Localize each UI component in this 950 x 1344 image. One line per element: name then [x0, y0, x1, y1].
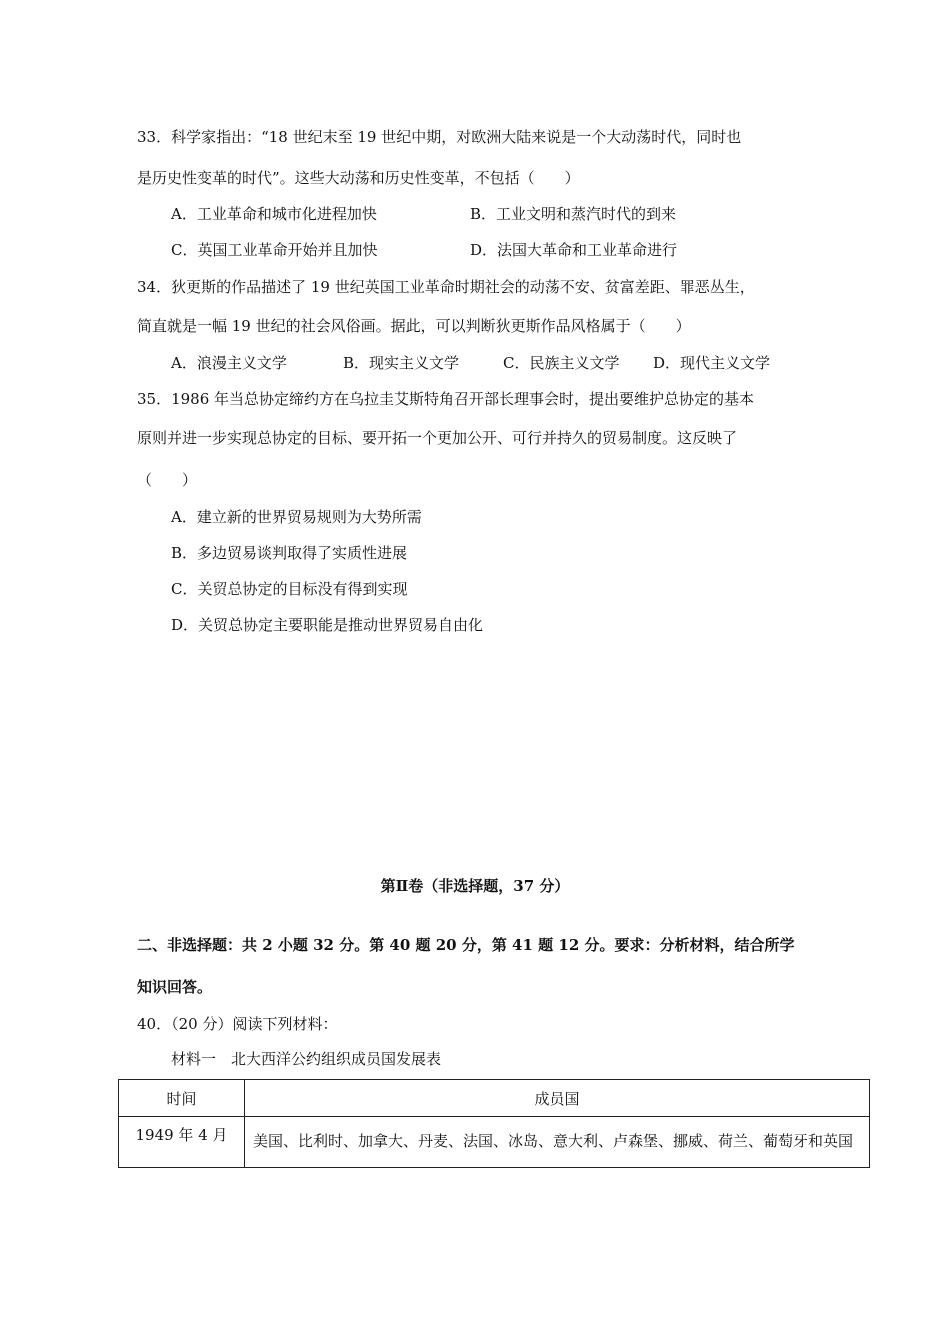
section2-title: 第Ⅱ卷（非选择题，37 分） [380, 877, 570, 895]
table-cell-time: 1949 年 4 月 [119, 1117, 245, 1168]
q35-option-a: A．建立新的世界贸易规则为大势所需 [171, 508, 422, 526]
q40-material-title: 材料一 北大西洋公约组织成员国发展表 [171, 1050, 442, 1068]
q40-stem: 40．（20 分）阅读下列材料： [137, 1015, 338, 1033]
q33-stem-line1: 33．科学家指出：“18 世纪末至 19 世纪中期，对欧洲大陆来说是一个大动荡时代，同时也 [137, 128, 742, 146]
q33-stem-line2: 是历史性变革的时代”。这些大动荡和历史性变革，不包括（ ） [137, 169, 580, 187]
section2-instruction-line1: 二、非选择题：共 2 小题 32 分。第 40 题 20 分，第 41 题 12 分。要求：分析材料，结合所学 [137, 936, 795, 954]
table-cell-members: 美国、比利时、加拿大、丹麦、法国、冰岛、意大利、卢森堡、挪威、荷兰、葡萄牙和英国 [245, 1117, 870, 1168]
q33-option-c: C．英国工业革命开始并且加快 [171, 241, 378, 259]
q35-option-c: C．关贸总协定的目标没有得到实现 [171, 580, 408, 598]
q34-option-c: C．民族主义文学 [503, 354, 620, 372]
q34-option-b: B．现实主义文学 [343, 354, 460, 372]
q35-option-b: B．多边贸易谈判取得了实质性进展 [171, 544, 408, 562]
q34-option-d: D．现代主义文学 [653, 354, 771, 372]
table-header-row [119, 1080, 870, 1117]
nato-members-table [118, 1079, 870, 1168]
table-row [119, 1117, 870, 1168]
q34-stem-line2: 简直就是一幅 19 世纪的社会风俗画。据此，可以判断狄更斯作品风格属于（ ） [137, 317, 691, 335]
q33-option-d: D．法国大革命和工业革命进行 [470, 241, 678, 259]
q35-stem-line3: （ ） [137, 471, 198, 489]
q35-stem-line1: 35．1986 年当总协定缔约方在乌拉圭艾斯特角召开部长理事会时，提出要维护总协定的基本 [137, 390, 755, 408]
q35-stem-line2: 原则并进一步实现总协定的目标、要开拓一个更加公开、可行并持久的贸易制度。这反映了 [137, 429, 738, 447]
q34-stem-line1: 34．狄更斯的作品描述了 19 世纪英国工业革命时期社会的动荡不安、贫富差距、罪恶丛生， [137, 278, 755, 296]
table-header-time: 时间 [119, 1080, 245, 1117]
q35-option-d: D．关贸总协定主要职能是推动世界贸易自由化 [171, 616, 484, 634]
q33-option-a: A．工业革命和城市化进程加快 [171, 205, 377, 223]
q33-option-b: B．工业文明和蒸汽时代的到来 [470, 205, 677, 223]
table-header-members: 成员国 [245, 1080, 870, 1117]
section2-instruction-line2: 知识回答。 [137, 978, 213, 996]
q34-option-a: A．浪漫主义文学 [171, 354, 287, 372]
